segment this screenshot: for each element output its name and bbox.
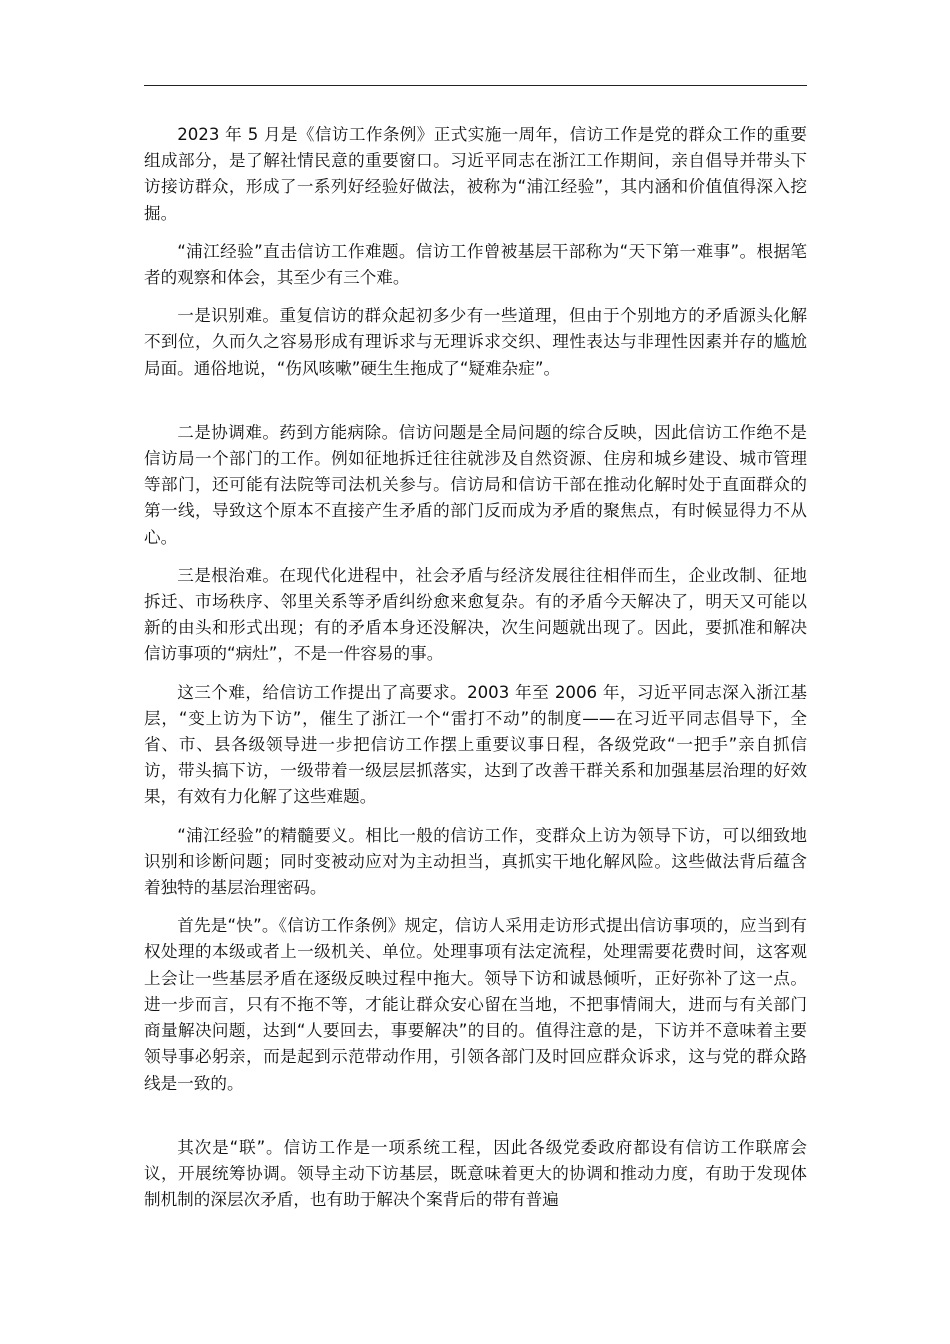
document-body (144, 122, 807, 1213)
paragraph-linkage: 其次是“联”。信访工作是一项系统工程，因此各级党委政府都设有信访工作联席会议，开展统筹协调。领导主动下访基层，既意味着更大的协调和推动力度，有助于发现体制机制的深层次矛盾，也有助于解决个案背后的带有普遍 (144, 1137, 807, 1210)
paragraph-root-cause: 三是根治难。在现代化进程中，社会矛盾与经济发展往往相伴而生，企业改制、征地拆迁、市场秩序、邻里关系等矛盾纠纷愈来愈复杂。有的矛盾今天解决了，明天又可能以新的由头和形式出现；有的矛盾本身还没解决，次生问题就出现了。因此，要抓准和解决信访事项的“病灶”，不是一件容易的事。 (144, 565, 807, 664)
paragraph-difficulties: “浦江经验”直击信访工作难题。信访工作曾被基层干部称为“天下第一难事”。根据笔者的观察和体会，其至少有三个难。 (144, 241, 807, 288)
paragraph-intro: 2023 年 5 月是《信访工作条例》正式实施一周年，信访工作是党的群众工作的重要组成部分，是了解社情民意的重要窗口。习近平同志在浙江工作期间，亲自倡导并带头下访接访群众，形成了一系列好经验好做法，被称为“浦江经验”，其内涵和价值值得深入挖掘。 (144, 125, 807, 223)
header-rule (144, 85, 807, 86)
paragraph-identification: 一是识别难。重复信访的群众起初多少有一些道理，但由于个别地方的矛盾源头化解不到位，久而久之容易形成有理诉求与无理诉求交织、理性表达与非理性因素并存的尴尬局面。通俗地说，“伤风咳嗽”硬生生拖成了“疑难杂症”。 (144, 306, 807, 378)
paragraph-speed: 首先是“快”。《信访工作条例》规定，信访人采用走访形式提出信访事项的，应当到有权处理的本级或者上一级机关、单位。处理事项有法定流程，处理需要花费时间，这客观上会让一些基层矛盾在逐级反映过程中拖大。领导下访和诚恳倾听，正好弥补了这一点。进一步而言，只有不拖不等，才能让群众安心留在当地，不把事情闹大，进而与有关部门商量解决问题，达到“人要回去，事要解决”的目的。值得注意的是，下访并不意味着主要领导事必躬亲，而是起到示范带动作用，引领各部门及时回应群众诉求，这与党的群众路线是一致的。 (144, 916, 807, 1093)
paragraph-coordination: 二是协调难。药到方能病除。信访问题是全局问题的综合反映，因此信访工作绝不是信访局一个部门的工作。例如征地拆迁往往就涉及自然资源、住房和城乡建设、城市管理等部门，还可能有法院等司法机关参与。信访局和信访干部在推动化解时处于直面群众的第一线，导致这个原本不直接产生矛盾的部门反而成为矛盾的聚焦点，有时候显得力不从心。 (144, 422, 807, 547)
paragraph-requirements: 这三个难，给信访工作提出了高要求。2003 年至 2006 年，习近平同志深入浙江基层，“变上访为下访”，催生了浙江一个“雷打不动”的制度——在习近平同志倡导下，全省、市、县各级领导进一步把信访工作摆上重要议事日程，各级党政“一把手”亲自抓信访，带头搞下访，一级带着一级层层抓落实，达到了改善干群关系和加强基层治理的好效果，有效有力化解了这些难题。 (144, 682, 807, 807)
paragraph-essence: “浦江经验”的精髓要义。相比一般的信访工作，变群众上访为领导下访，可以细致地识别和诊断问题；同时变被动应对为主动担当，真抓实干地化解风险。这些做法背后蕴含着独特的基层治理密码。 (144, 825, 807, 898)
